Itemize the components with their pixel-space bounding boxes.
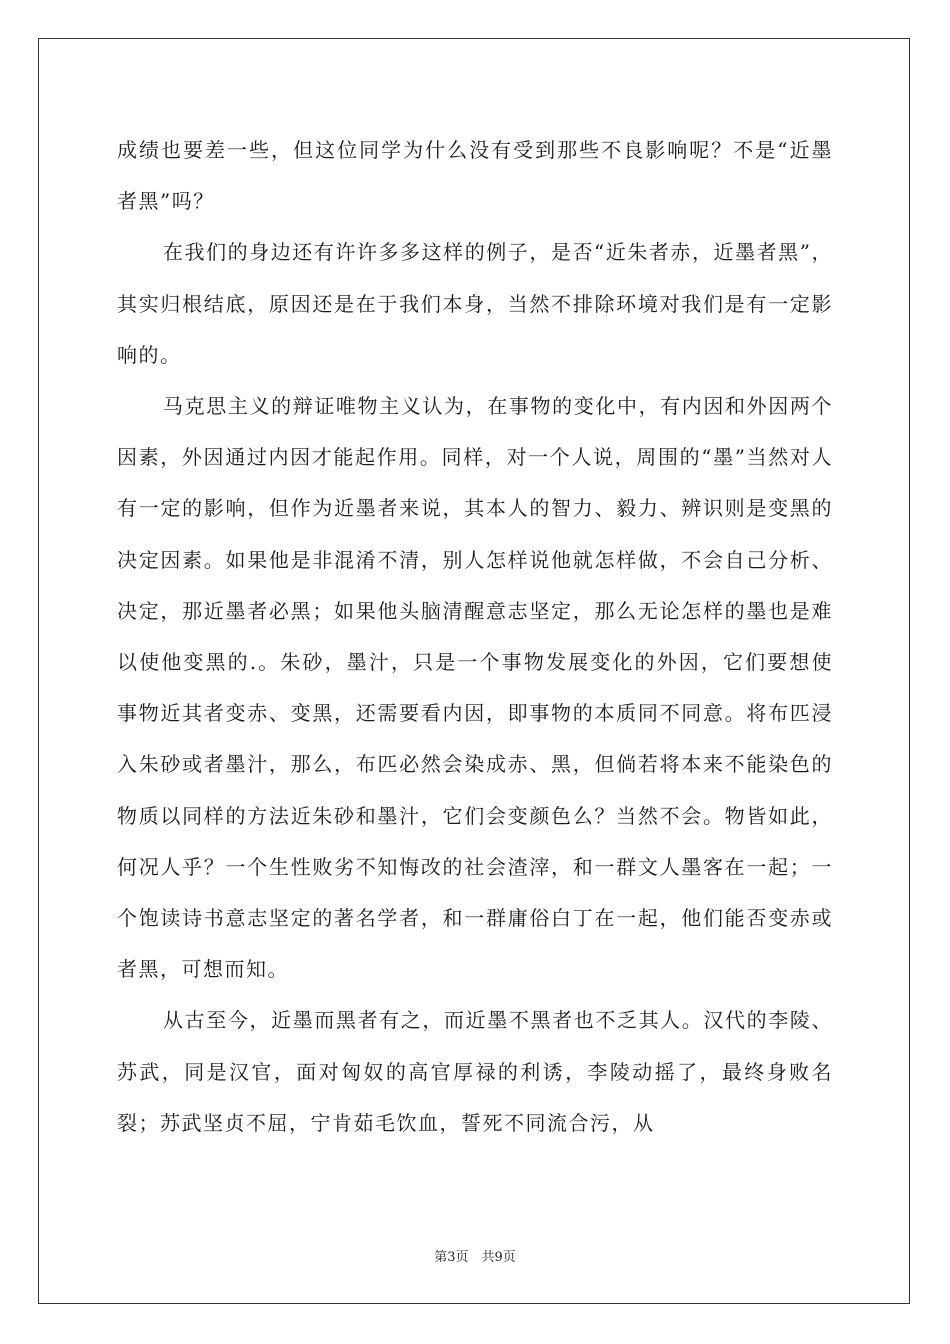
paragraph-2: 在我们的身边还有许许多多这样的例子，是否“近朱者赤，近墨者黑”，其实归根结底，原因还是在于我们本身，当然不排除环境对我们是有一定影响的。	[117, 240, 833, 367]
paragraph-4: 从古至今，近墨而黑者有之，而近墨不黑者也不乏其人。汉代的李陵、苏武，同是汉官，面对匈奴的高官厚禄的利诱，李陵动摇了，最终身败名裂；苏武坚贞不屈，宁肯茹毛饮血，誓死不同流合污，从	[117, 1008, 833, 1135]
paragraph-3: 马克思主义的辩证唯物主义认为，在事物的变化中，有内因和外因两个因素，外因通过内因才能起作用。同样，对一个人说，周围的“墨”当然对人有一定的影响，但作为近墨者来说，其本人的智力、毅力、辨识则是变黑的决定因素。如果他是非混淆不清，别人怎样说他就怎样做，不会自己分析、决定，那近墨者必黑；如果他头脑清醒意志坚定，那么无论怎样的墨也是难以使他变黑的.。朱砂，墨汁，只是一个事物发展变化的外因，它们要想使事物近其者变赤、变黑，还需要看内因，即事物的本质同不同意。将布匹浸入朱砂或者墨汁，那么，布匹必然会染成赤、黑，但倘若将本来不能染色的物质以同样的方法近朱砂和墨汁，它们会变颜色么？当然不会。物皆如此，何况人乎？一个生性败劣不知悔改的社会渣滓，和一群文人墨客在一起；一个饱读诗书意志坚定的著名学者，和一群庸俗白丁在一起，他们能否变赤或者黑，可想而知。	[117, 394, 833, 982]
paragraph-1: 成绩也要差一些，但这位同学为什么没有受到那些不良影响呢？不是“近墨者黑”吗？	[117, 138, 833, 214]
page-number: 第3页 共9页	[434, 1250, 516, 1265]
page-footer	[0, 1246, 950, 1265]
document-body	[117, 125, 833, 1149]
